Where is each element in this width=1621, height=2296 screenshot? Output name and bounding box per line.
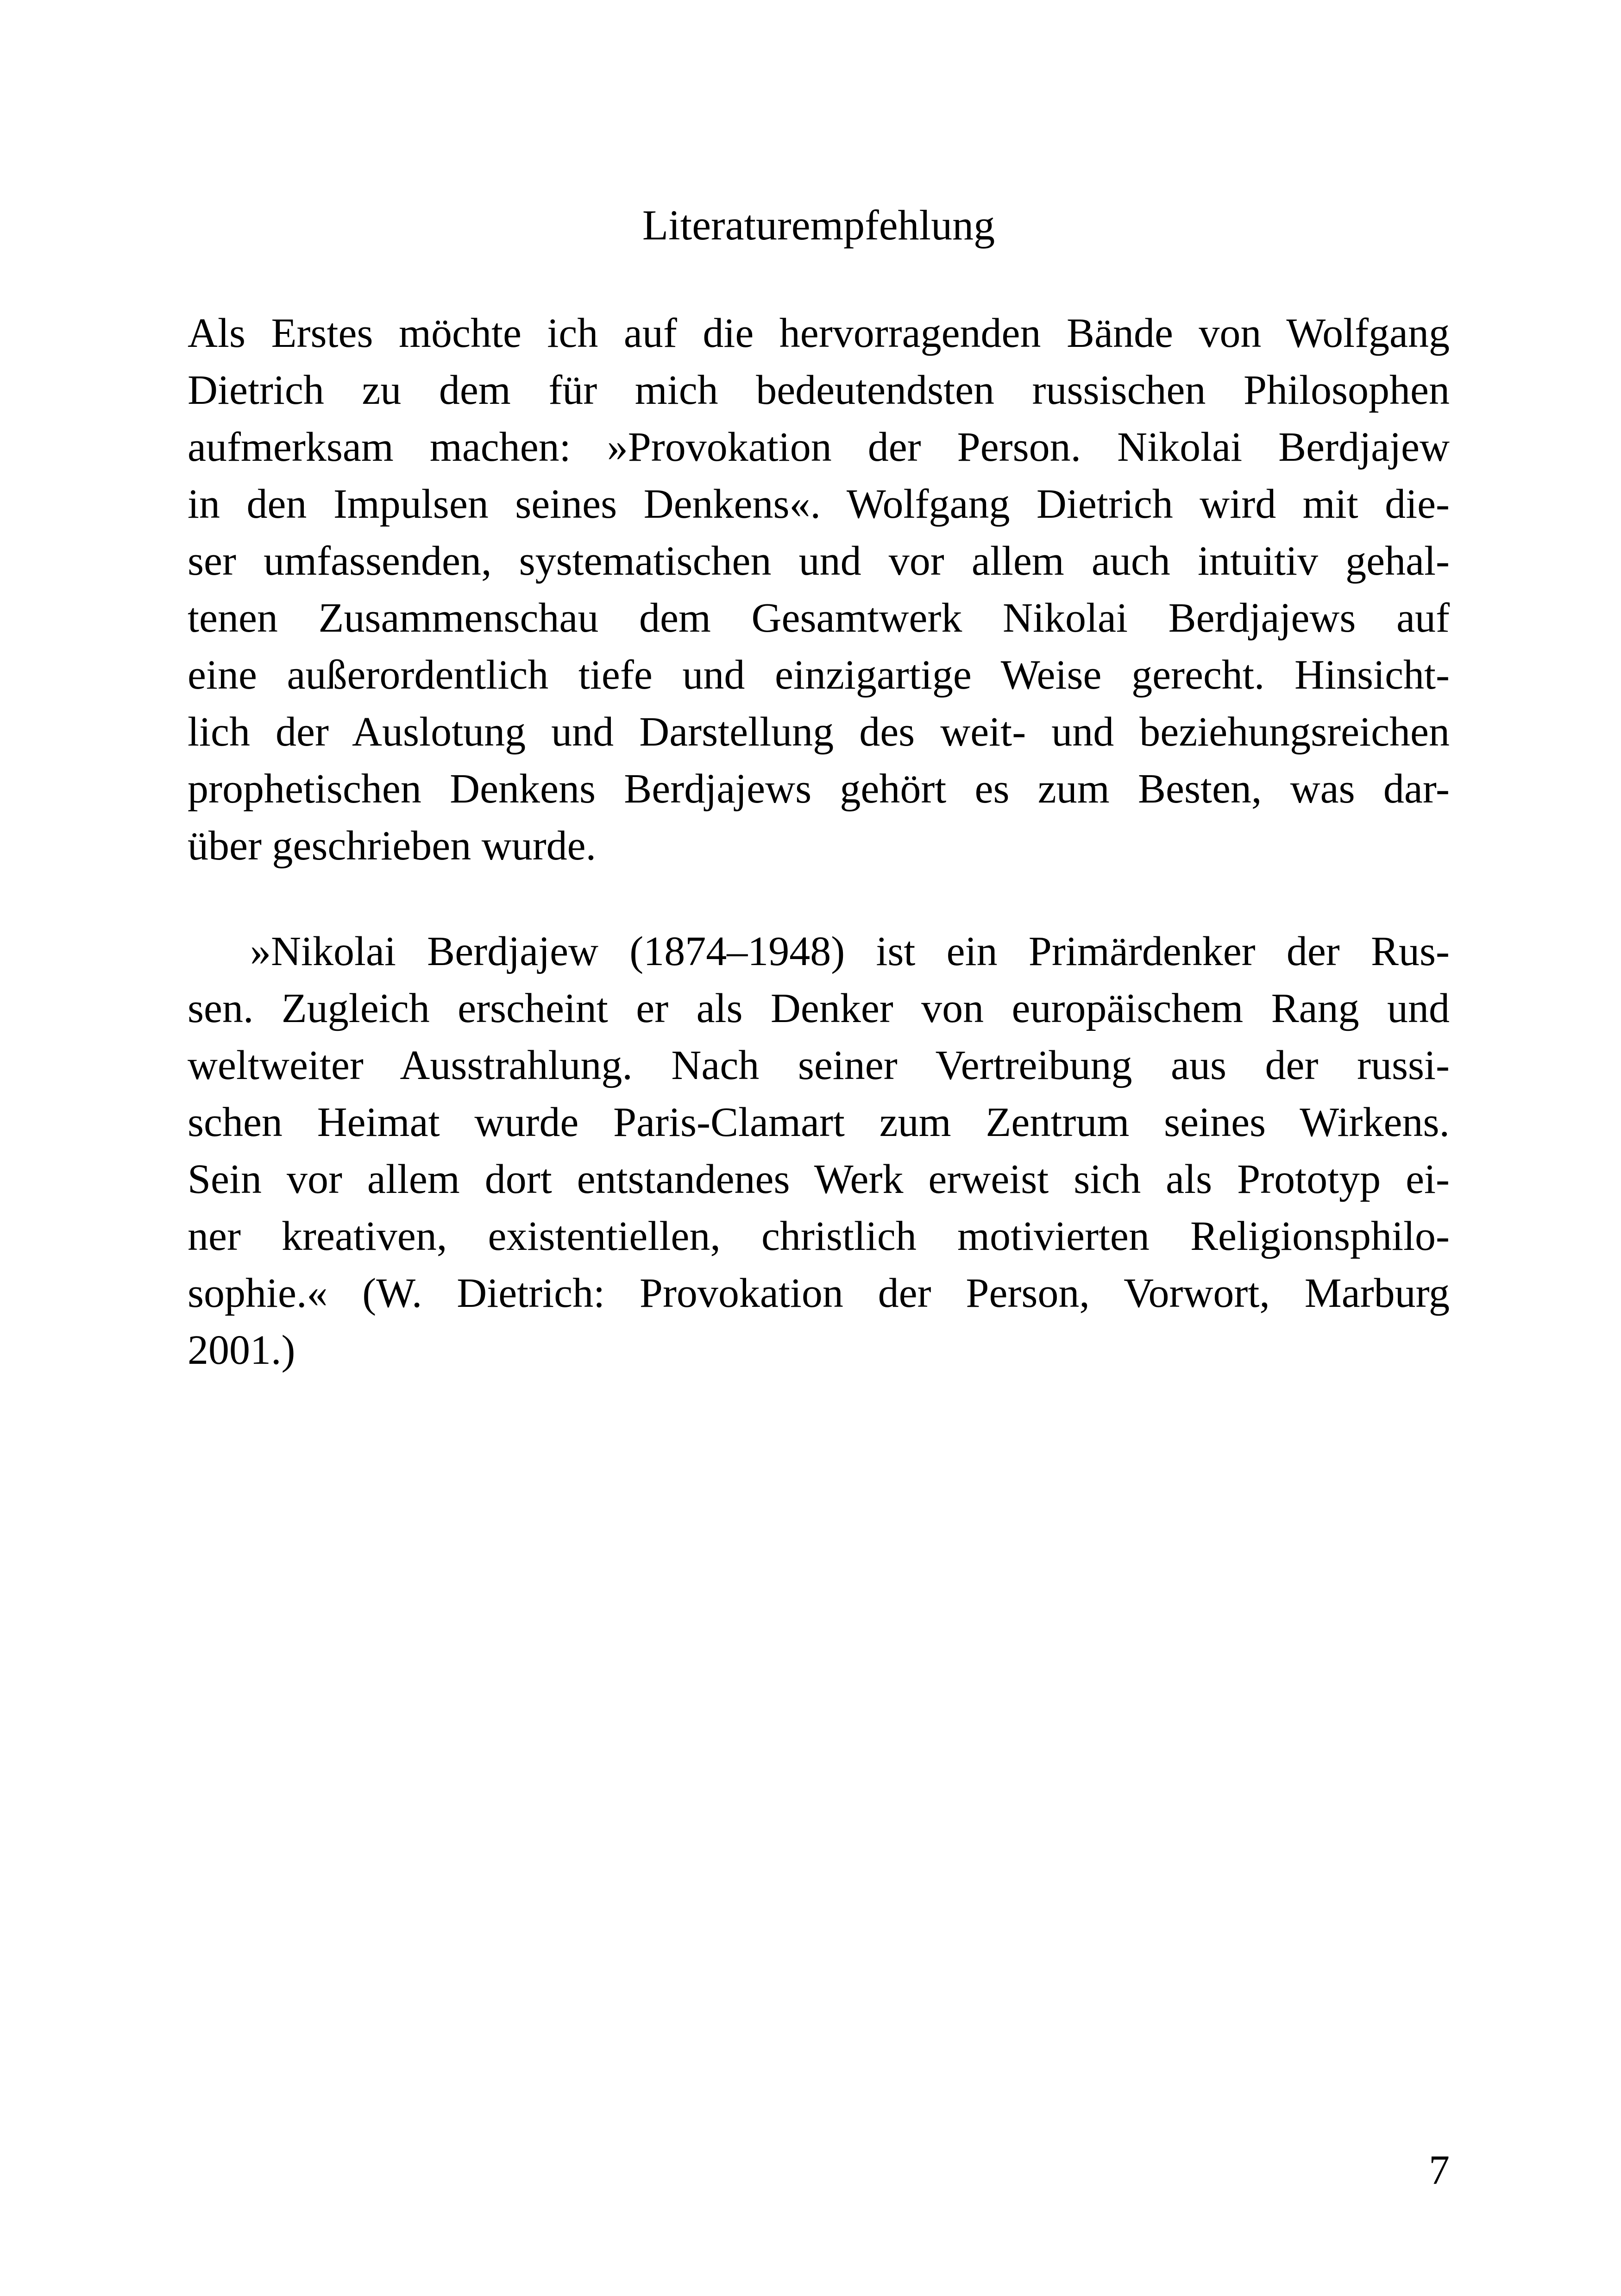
text-line: sophie.« (W. Dietrich: Provokation der Person, Vorwort, Marburg bbox=[188, 1270, 1450, 1316]
book-page bbox=[188, 0, 1450, 1379]
text-line: schen Heimat wurde Paris-Clamart zum Zentrum seines Wirkens. bbox=[188, 1099, 1450, 1145]
page-title: Literaturempfehlung bbox=[642, 201, 995, 249]
text-line: sen. Zugleich erscheint er als Denker von europäischem Rang und bbox=[188, 985, 1450, 1031]
paragraphs bbox=[188, 305, 1450, 1379]
text-line: prophetischen Denkens Berdjajews gehört es zum Besten, was dar- bbox=[188, 766, 1450, 812]
text-line: weltweiter Ausstrahlung. Nach seiner Vertreibung aus der russi- bbox=[188, 1042, 1450, 1088]
text-line: eine außerordentlich tiefe und einzigartige Weise gerecht. Hinsicht- bbox=[188, 652, 1450, 698]
text-line: in den Impulsen seines Denkens«. Wolfgang Dietrich wird mit die- bbox=[188, 481, 1450, 527]
text-line: Als Erstes möchte ich auf die hervorragenden Bände von Wolfgang bbox=[188, 310, 1450, 356]
text-line: ner kreativen, existentiellen, christlich motivierten Religionsphilo- bbox=[188, 1213, 1450, 1259]
text-line: Dietrich zu dem für mich bedeutendsten russischen Philosophen bbox=[188, 367, 1450, 413]
paragraph bbox=[188, 923, 1450, 1379]
paragraph bbox=[188, 305, 1450, 874]
text-line: tenen Zusammenschau dem Gesamtwerk Nikolai Berdjajews auf bbox=[188, 595, 1450, 641]
text-line: Sein vor allem dort entstandenes Werk erweist sich als Prototyp ei- bbox=[188, 1156, 1450, 1202]
text-line: lich der Auslotung und Darstellung des weit- und beziehungsreichen bbox=[188, 709, 1450, 755]
text-line: 2001.) bbox=[188, 1327, 295, 1373]
text-line: aufmerksam machen: »Provokation der Person. Nikolai Berdjajew bbox=[188, 424, 1450, 470]
text-line: ser umfassenden, systematischen und vor allem auch intuitiv gehal- bbox=[188, 538, 1450, 584]
text-line: »Nikolai Berdjajew (1874–1948) ist ein Primärdenker der Rus- bbox=[250, 928, 1450, 974]
text-line: über geschrieben wurde. bbox=[188, 823, 597, 869]
page-number: 7 bbox=[1429, 2147, 1450, 2193]
